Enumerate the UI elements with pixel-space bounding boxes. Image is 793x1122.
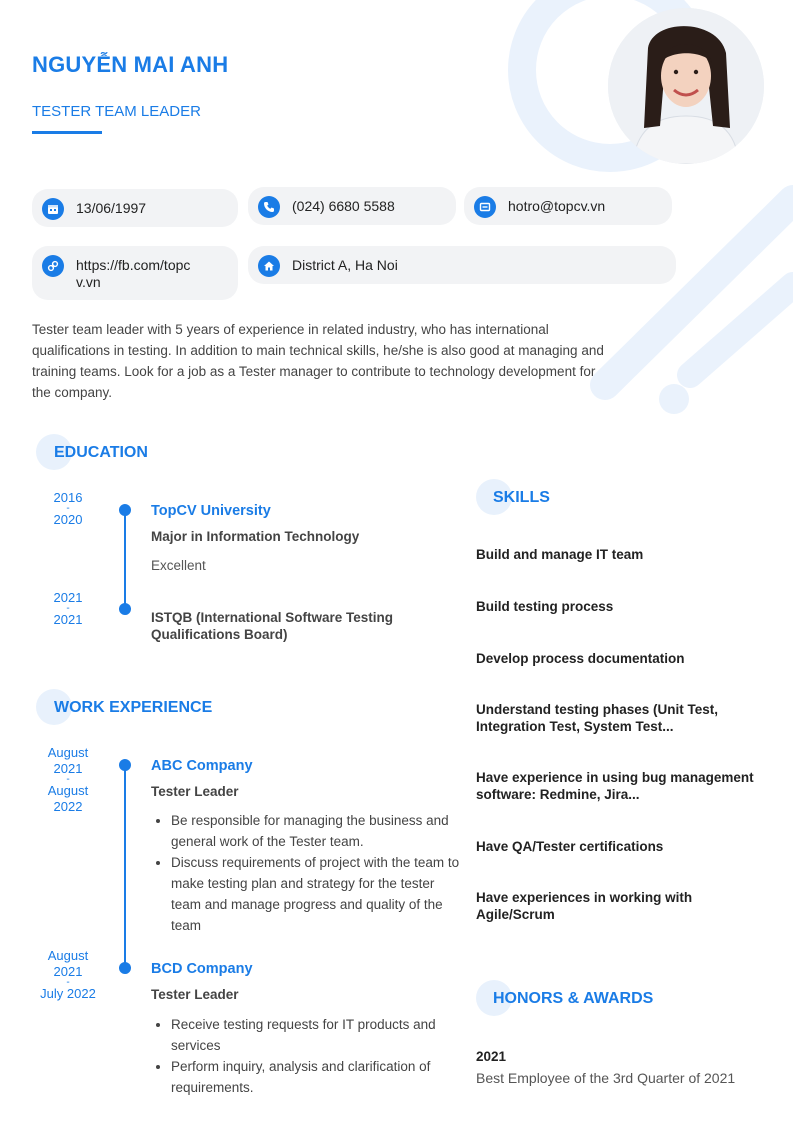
education-2-dates: 2021 - 2021 [53, 590, 83, 627]
work-heading: WORK EXPERIENCE [54, 699, 213, 716]
list-item: • Be responsible for managing the business and general work of the Tester team. [171, 810, 461, 852]
work-timeline-line [124, 766, 126, 968]
skill-item: Understand testing phases (Unit Test, Integration Test, System Test... [476, 702, 719, 734]
list-item: • Perform inquiry, analysis and clarification of requirements. [171, 1056, 461, 1098]
honors-award: Best Employee of the 3rd Quarter of 2021 [476, 1070, 736, 1086]
link-icon [42, 255, 64, 277]
work-timeline-dot [119, 962, 131, 974]
skills-heading: SKILLS [493, 489, 550, 506]
skill-item: Have experience in using bug management software: Redmine, Jira... [476, 770, 754, 802]
education-1-grade: Excellent [151, 558, 206, 573]
facebook-chip [32, 246, 238, 300]
phone-icon [258, 196, 280, 218]
phone-chip [248, 187, 456, 225]
profile-photo [608, 8, 764, 164]
dob-chip [32, 189, 238, 227]
skill-item: Have QA/Tester certifications [476, 839, 664, 854]
list-item: • Discuss requirements of project with the team to make testing plan and strategy for the tester team and manage progress and quality of the team [171, 852, 461, 936]
candidate-name: NGUYỄN MAI ANH [32, 52, 229, 77]
mail-icon [474, 196, 496, 218]
facebook-line-1: https://fb.com/topc [76, 257, 191, 273]
education-heading: EDUCATION [54, 444, 148, 461]
email-chip [464, 187, 672, 225]
education-2-org: ISTQB (International Software Testing Qualifications Board) [151, 610, 394, 642]
honors-heading: HONORS & AWARDS [493, 990, 654, 1007]
facebook-value [76, 255, 190, 291]
candidate-title: TESTER TEAM LEADER [32, 103, 201, 120]
skill-item: Build testing process [476, 599, 614, 614]
education-timeline-dot [119, 603, 131, 615]
dob-value: 13/06/1997 [76, 200, 147, 216]
calendar-icon [42, 198, 64, 220]
skill-item: Have experiences in working with Agile/Scrum [476, 890, 693, 922]
email-value: hotro@topcv.vn [508, 198, 606, 214]
education-timeline-dot [119, 504, 131, 516]
work-2-dates: August 2021 - July 2022 [40, 948, 96, 1001]
phone-value: (024) 6680 5588 [292, 198, 395, 214]
work-1-dates: August 2021 - August 2022 [47, 745, 89, 814]
honors-year: 2021 [476, 1049, 507, 1064]
work-1-bullets [151, 810, 461, 936]
work-2-role: Tester Leader [151, 987, 239, 1002]
education-1-dates: 2016 - 2020 [53, 490, 83, 527]
address-chip [248, 246, 676, 284]
education-1-major: Major in Information Technology [151, 529, 360, 544]
work-2-bullets [151, 1014, 461, 1098]
title-underline [32, 131, 102, 134]
facebook-line-2: v.vn [76, 274, 101, 290]
education-timeline-line [124, 510, 126, 610]
education-1-org: TopCV University [151, 503, 271, 519]
skill-item: Develop process documentation [476, 651, 685, 666]
work-1-company: ABC Company [151, 758, 253, 774]
work-timeline-dot [119, 759, 131, 771]
skill-item: Build and manage IT team [476, 547, 644, 562]
career-summary: Tester team leader with 5 years of experience in related industry, who has international qualifications in testing. In addition to main technical skills, he/she is also good at managing and training teams. Look for a job as a Tester manager to contribute to technology development for the company. [32, 322, 604, 400]
address-value: District A, Ha Noi [292, 257, 398, 273]
home-icon [258, 255, 280, 277]
list-item: • Receive testing requests for IT products and services [171, 1014, 461, 1056]
work-2-company: BCD Company [151, 961, 253, 977]
work-1-role: Tester Leader [151, 784, 239, 799]
